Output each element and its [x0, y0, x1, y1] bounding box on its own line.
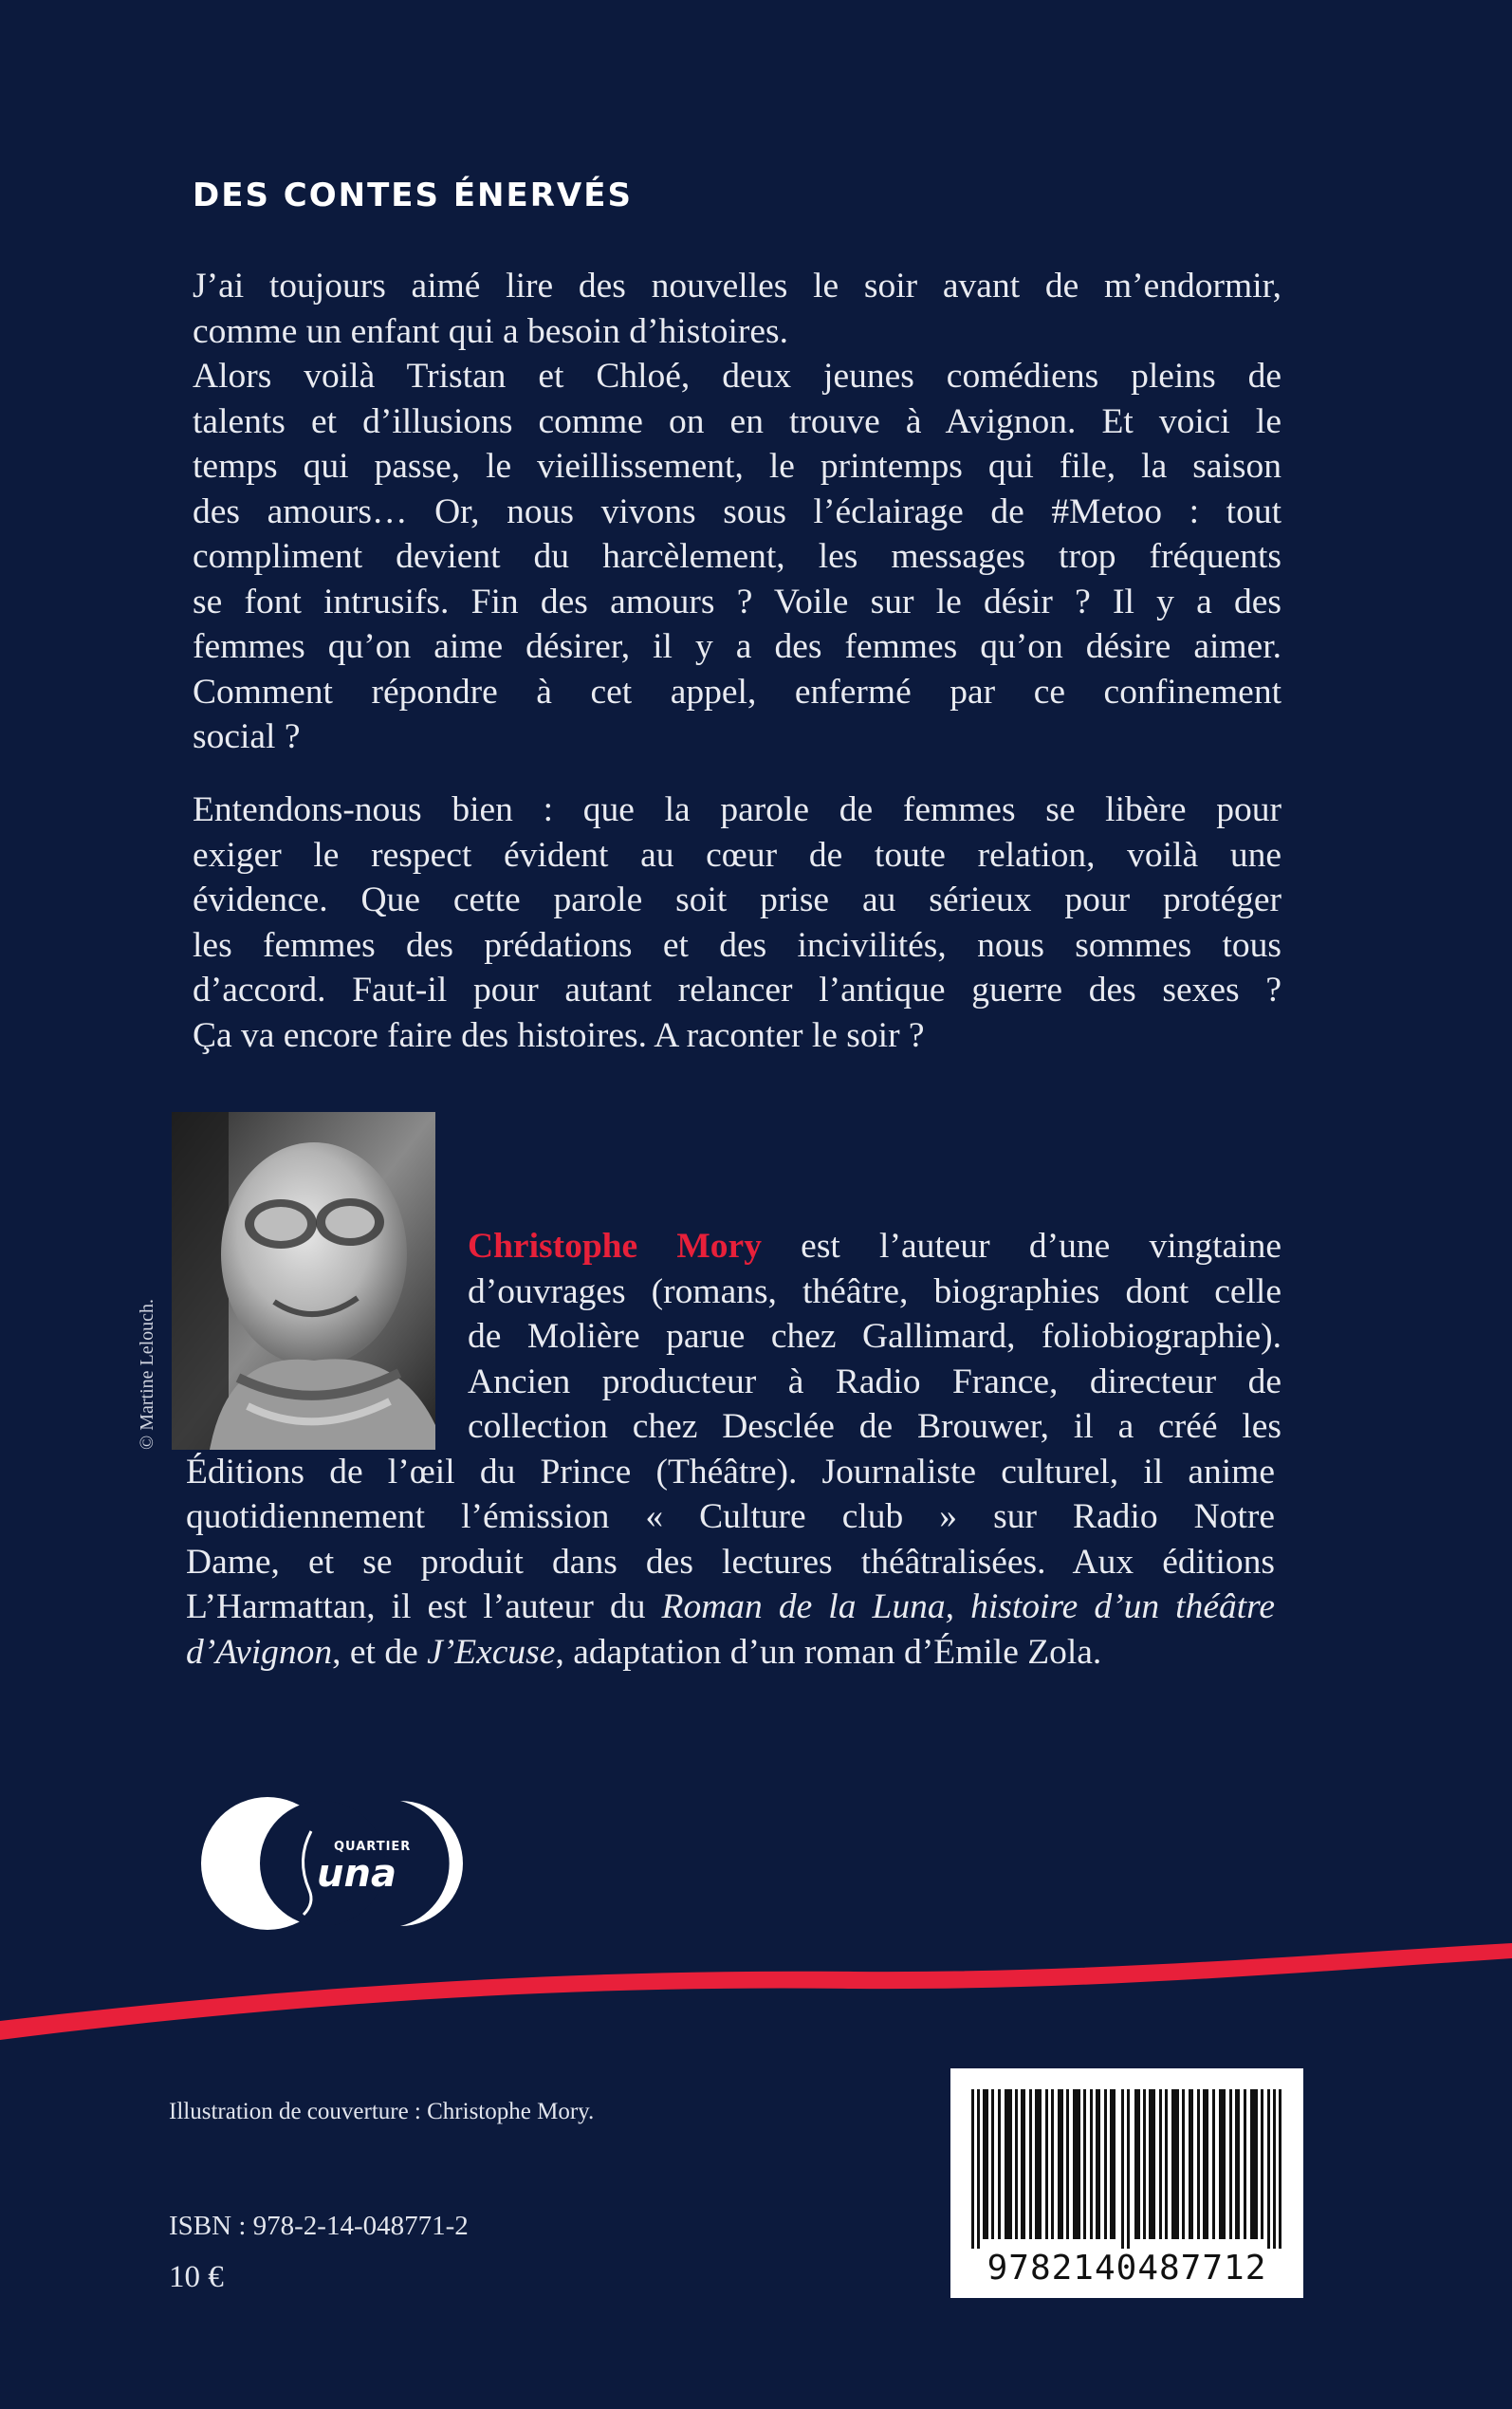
illustration-credit: Illustration de couverture : Christophe Mory.: [169, 2099, 595, 2124]
book-title: DES CONTES ÉNERVÉS: [193, 176, 633, 214]
book-reference: d’Avignon: [186, 1632, 333, 1672]
bio-line: de Molière parue chez Gallimard, foliobiographie).: [468, 1317, 1282, 1356]
bio-text: est l’auteur d’une vingtaine: [761, 1227, 1282, 1266]
text-line: J’ai toujours aimé lire des nouvelles le soir avant de m’endormir,: [193, 267, 1282, 306]
text-line: temps qui passe, le vieillissement, le printemps qui file, la saison: [193, 447, 1282, 486]
text-line: Alors voilà Tristan et Chloé, deux jeunes comédiens pleins de: [193, 357, 1282, 396]
isbn: ISBN : 978-2-14-048771-2: [169, 2211, 469, 2241]
barcode: [950, 2068, 1303, 2298]
bio-line: [468, 1224, 1282, 1269]
synopsis-paragraph-1: [193, 264, 1282, 760]
text-line: Entendons-nous bien : que la parole de femmes se libère pour: [193, 790, 1282, 829]
text-line: les femmes des prédations et des incivilités, nous sommes tous: [193, 925, 1282, 965]
text-line: exiger le respect évident au cœur de toute relation, voilà une: [193, 835, 1282, 875]
logo-word-una: una: [317, 1852, 396, 1896]
book-reference: Roman de la Luna, histoire d’un théâtre: [661, 1587, 1275, 1626]
book-reference: J’Excuse: [427, 1632, 556, 1672]
author-portrait-illustration: [172, 1112, 435, 1450]
decorative-red-wave: [0, 1917, 1512, 2049]
bio-line: collection chez Desclée de Brouwer, il a créé les: [468, 1407, 1282, 1446]
text-line: comme un enfant qui a besoin d’histoires.: [193, 311, 788, 351]
bio-text: , adaptation d’un roman d’Émile Zola.: [555, 1632, 1102, 1672]
bio-text: , et de: [332, 1632, 428, 1672]
text-line: évidence. Que cette parole soit prise au sérieux pour protéger: [193, 880, 1282, 919]
author-name: Christophe Mory: [468, 1227, 762, 1266]
text-line: compliment devient du harcèlement, les messages trop fréquents: [193, 537, 1282, 576]
photo-credit: © Martine Lelouch.: [137, 1298, 157, 1450]
bio-line: [186, 1584, 1275, 1630]
bio-line: [186, 1630, 1275, 1676]
barcode-bars: [971, 2089, 1282, 2249]
text-line: talents et d’illusions comme on en trouve à Avignon. Et voici le: [193, 401, 1282, 441]
text-line: se font intrusifs. Fin des amours ? Voile sur le désir ? Il y a des: [193, 582, 1282, 621]
text-line: d’accord. Faut-il pour autant relancer l’antique guerre des sexes ?: [193, 971, 1282, 1010]
synopsis-paragraph-2: [193, 788, 1282, 1058]
price: 10 €: [169, 2260, 224, 2294]
text-line: Comment répondre à cet appel, enfermé par ce confinement: [193, 672, 1282, 712]
bio-text: L’Harmattan, il est l’auteur du: [186, 1587, 662, 1626]
author-bio: [186, 1224, 1282, 1675]
bio-line: Éditions de l’œil du Prince (Théâtre). Journaliste culturel, il anime: [186, 1452, 1275, 1492]
bio-line: d’ouvrages (romans, théâtre, biographies dont celle: [468, 1271, 1282, 1311]
text-line: social ?: [193, 717, 301, 756]
bio-line: Ancien producteur à Radio France, directeur de: [468, 1362, 1282, 1401]
author-photo: [172, 1112, 435, 1450]
bio-line: quotidiennement l’émission « Culture club » sur Radio Notre: [186, 1497, 1275, 1536]
bio-line: Dame, et se produit dans des lectures théâtralisées. Aux éditions: [186, 1542, 1275, 1582]
text-line: Ça va encore faire des histoires. A raconter le soir ?: [193, 1015, 925, 1055]
text-line: femmes qu’on aime désirer, il y a des femmes qu’on désire aimer.: [193, 627, 1282, 666]
barcode-number: 9782140487712: [986, 2249, 1267, 2288]
logo-word-quartier: QUARTIER: [334, 1840, 412, 1854]
text-line: des amours… Or, nous vivons sous l’éclairage de #Metoo : tout: [193, 491, 1282, 531]
